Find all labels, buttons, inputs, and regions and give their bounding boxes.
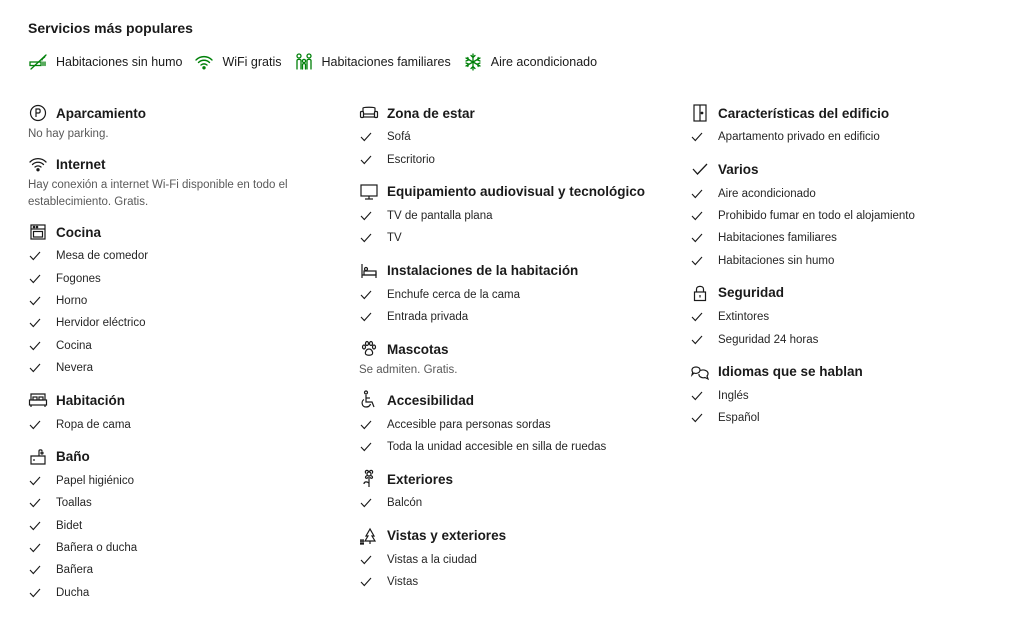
check-icon [28,563,42,577]
list-item-label: Entrada privada [387,311,469,324]
list-item [28,470,328,492]
section-title: Seguridad [718,285,785,301]
section-room [28,387,328,435]
section-outdoors [359,466,679,514]
section-views [359,523,679,594]
check-icon [359,418,373,432]
section-title: Instalaciones de la habitación [387,263,579,279]
section-header [359,179,679,205]
section-accessibility [359,387,679,458]
list-item [28,582,328,604]
list-item [28,357,328,379]
check-icon [359,231,373,245]
section-title: Aparcamiento [56,105,147,121]
section-misc [690,156,990,272]
check-icon [359,209,373,223]
wifi-icon [194,52,214,72]
section-title: Zona de estar [387,105,475,121]
list-item [359,148,679,170]
family-icon [294,52,314,72]
list-item [28,559,328,581]
list-item [690,328,990,350]
section-title: Internet [56,156,106,172]
list-item-label: Vistas [387,576,419,589]
popular-facilities-row [28,52,609,72]
list-item-label: Aire acondicionado [718,187,816,200]
list-item [28,335,328,357]
list-item-label: Vistas a la ciudad [387,553,477,566]
check-icon [359,153,373,167]
list-item [28,290,328,312]
section-room-facilities [359,258,679,329]
list-item [690,227,990,249]
check-icon [359,496,373,510]
section-description: Se admiten. Gratis. [359,364,458,377]
check-icon [359,310,373,324]
section-header [690,100,990,126]
check-icon [28,249,42,263]
list-item-label: Prohibido fumar en todo el alojamiento [718,209,915,222]
popular-item-aircon [463,52,597,72]
section-parking [28,100,328,143]
popular-item-label: WiFi gratis [222,55,282,69]
check-icon [28,519,42,533]
list-item-label: TV [387,232,402,245]
list-item [359,571,679,593]
section-bath [28,444,328,604]
list-item [690,126,990,148]
list-item [690,250,990,272]
check-icon [28,418,42,432]
list-item [28,515,328,537]
list-item-label: Cocina [56,339,92,352]
list-item-label: Hervidor eléctrico [56,317,146,330]
parking-icon [28,103,48,123]
popular-item-label: Habitaciones familiares [321,55,451,69]
kitchen-icon [28,222,48,242]
list-item [28,492,328,514]
check-icon [690,411,704,425]
section-header [359,100,679,126]
section-title: Accesibilidad [387,392,475,408]
check-icon [28,474,42,488]
check-icon [28,586,42,600]
section-building [690,100,990,148]
bed-icon [28,390,48,410]
section-header [28,219,328,245]
check-icon [28,272,42,286]
check-icon [28,541,42,555]
section-security [690,280,990,351]
check-icon [690,159,710,179]
building-icon [690,103,710,123]
section-description: No hay parking. [28,128,109,140]
section-internet [28,151,328,211]
section-languages [690,359,990,430]
facilities-column-2 [359,100,679,601]
wheelchair-icon [359,390,379,410]
check-icon [690,187,704,201]
list-item-label: Nevera [56,362,94,375]
section-pets [359,336,679,379]
check-icon [359,288,373,302]
list-item-label: Habitaciones familiares [718,232,837,245]
list-item [359,492,679,514]
list-item-label: Ropa de cama [56,418,131,431]
popular-item-no-smoking [28,52,182,72]
list-item-label: Habitaciones sin humo [718,254,835,267]
list-item [359,126,679,148]
section-header [690,280,990,306]
section-header [359,466,679,492]
section-title: Baño [56,449,90,465]
section-header [690,156,990,182]
list-item-label: TV de pantalla plana [387,209,493,222]
flower-icon [359,469,379,489]
list-item [28,312,328,334]
section-title: Exteriores [387,471,454,487]
check-icon [359,130,373,144]
snowflake-icon [463,52,483,72]
list-item-label: Enchufe cerca de la cama [387,288,520,301]
landscape-icon [359,526,379,546]
list-item [28,267,328,289]
room-facilities-icon [359,261,379,281]
list-item [359,306,679,328]
paw-icon [359,339,379,359]
list-item-label: Ducha [56,586,90,599]
section-header [359,258,679,284]
section-title: Cocina [56,224,102,240]
list-item-label: Extintores [718,311,770,324]
list-item [690,407,990,429]
sofa-icon [359,103,379,123]
list-item-label: Toallas [56,497,92,510]
list-item [690,306,990,328]
check-icon [690,333,704,347]
list-item-label: Horno [56,294,88,307]
list-item [28,245,328,267]
check-icon [28,339,42,353]
facilities-column-3 [690,100,990,438]
check-icon [690,130,704,144]
list-item-label: Mesa de comedor [56,250,149,263]
bath-icon [28,447,48,467]
section-title: Características del edificio [718,105,890,121]
list-item [690,182,990,204]
list-item [359,205,679,227]
section-description: Hay conexión a internet Wi-Fi disponible en todo el establecimiento. Gratis. [28,179,288,208]
wifi-icon [28,154,48,174]
section-title: Habitación [56,392,126,408]
list-item-label: Bidet [56,519,83,532]
check-icon [690,389,704,403]
list-item-label: Balcón [387,497,423,510]
list-item-label: Sofá [387,131,411,144]
list-item [359,227,679,249]
monitor-icon [359,182,379,202]
popular-item-label: Habitaciones sin humo [56,55,183,69]
list-item-label: Seguridad 24 horas [718,333,819,346]
section-title: Idiomas que se hablan [718,364,863,380]
popular-item-label: Aire acondicionado [490,55,598,69]
check-icon [359,575,373,589]
section-title: Mascotas [387,341,449,357]
section-title: Vistas y exteriores [387,528,507,544]
list-item-label: Español [718,412,760,425]
section-title: Varios [718,161,759,177]
check-icon [28,294,42,308]
list-item [28,413,328,435]
check-icon [28,361,42,375]
list-item-label: Bañera o ducha [56,542,138,555]
section-header [359,336,679,362]
list-item [359,436,679,458]
section-title: Equipamiento audiovisual y tecnológico [387,184,646,200]
list-item-label: Toda la unidad accesible en silla de ruedas [387,440,607,453]
list-item-label: Fogones [56,272,101,285]
list-item [690,205,990,227]
section-header [28,100,328,126]
section-living-area [359,100,679,171]
check-icon [28,496,42,510]
list-item [359,284,679,306]
list-item-label: Apartamento privado en edificio [718,131,880,144]
list-item-label: Bañera [56,564,94,577]
list-item-label: Inglés [718,389,749,402]
lock-icon [690,283,710,303]
list-item [359,549,679,571]
check-icon [359,553,373,567]
no-smoking-icon [28,52,48,72]
popular-item-family [294,52,451,72]
section-header [28,444,328,470]
section-kitchen [28,219,328,379]
list-item [359,413,679,435]
section-header [28,151,328,177]
section-header [28,387,328,413]
popular-item-wifi [194,52,281,72]
check-icon [690,209,704,223]
check-icon [690,254,704,268]
check-icon [359,440,373,454]
section-header [690,359,990,385]
speech-bubbles-icon [690,362,710,382]
section-media-technology [359,179,679,250]
list-item [28,537,328,559]
list-item-label: Escritorio [387,153,435,166]
check-icon [690,231,704,245]
check-icon [28,316,42,330]
section-header [359,387,679,413]
list-item-label: Papel higiénico [56,474,135,487]
list-item [690,385,990,407]
facilities-column-1 [28,100,328,612]
check-icon [690,310,704,324]
popular-facilities-title: Servicios más populares [28,20,193,36]
facilities-columns [28,100,1008,630]
list-item-label: Accesible para personas sordas [387,418,551,431]
section-header [359,523,679,549]
